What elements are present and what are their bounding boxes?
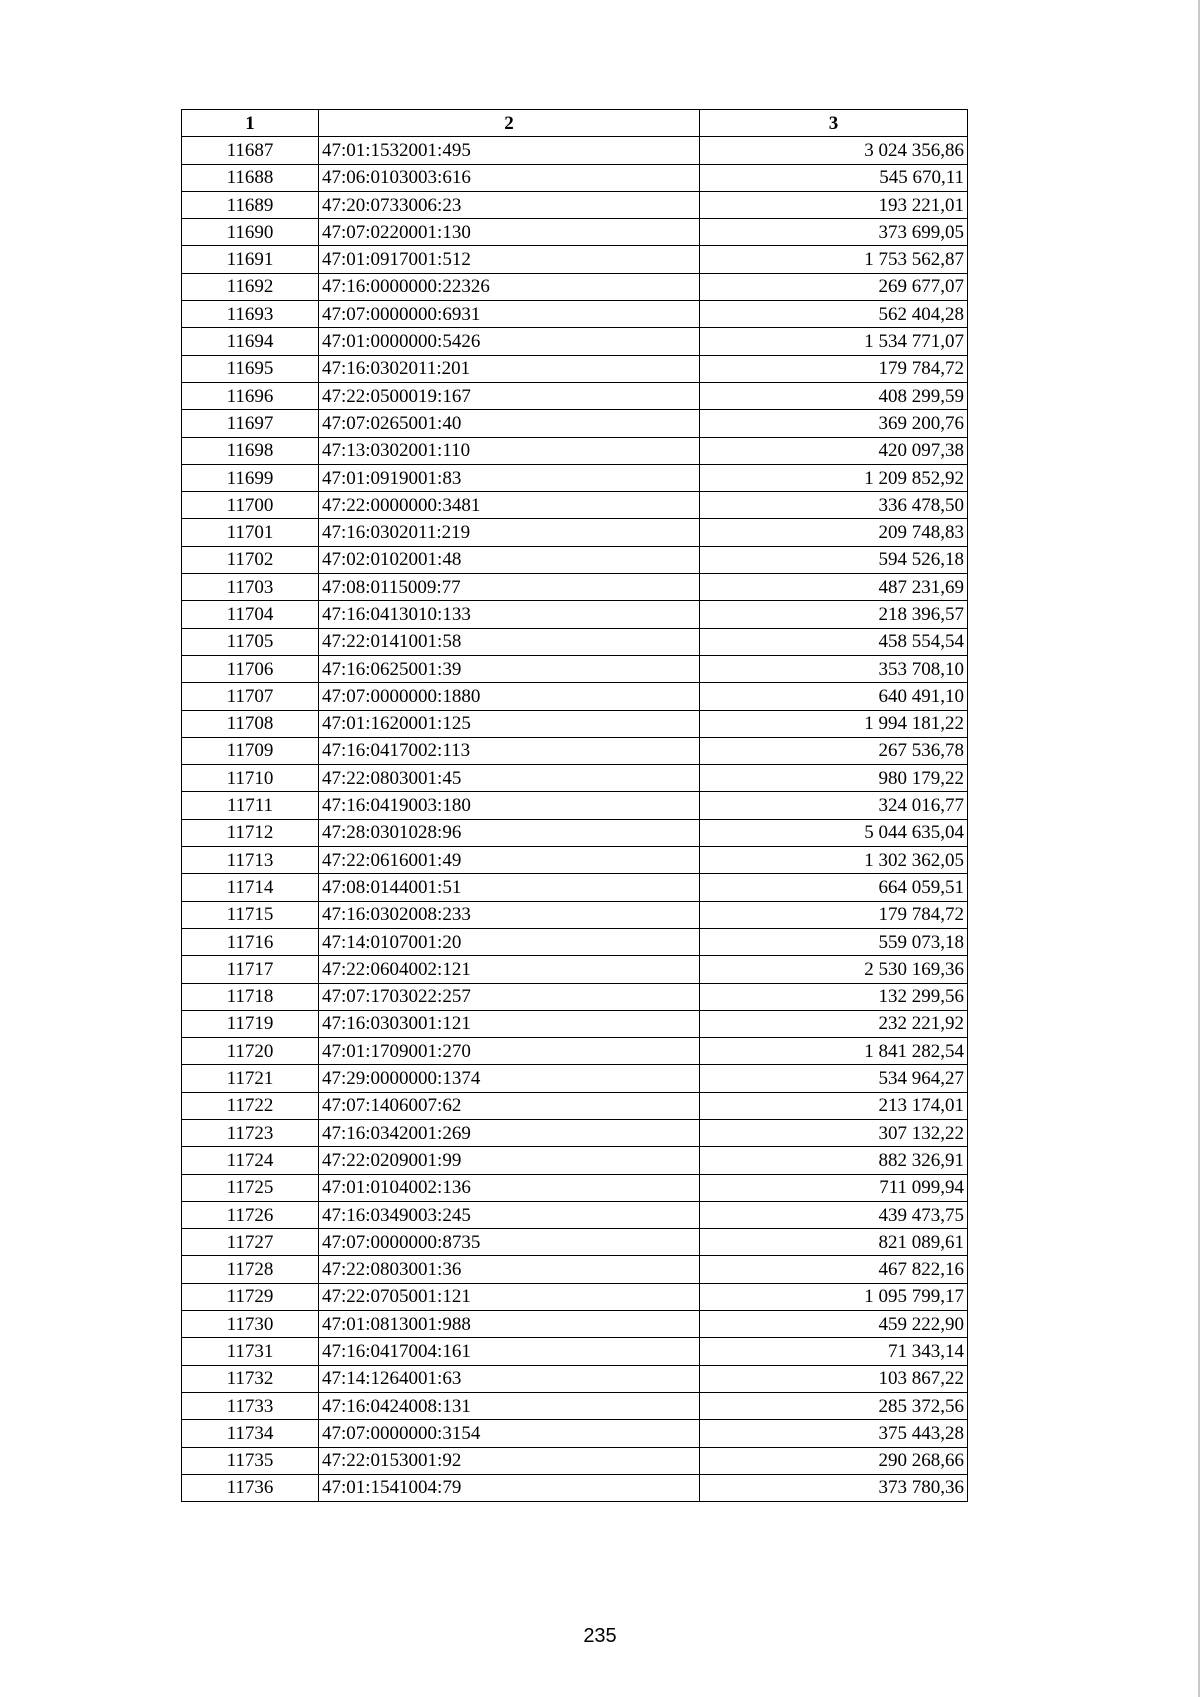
cadastral-value: 373 699,05 bbox=[700, 219, 968, 246]
table-row bbox=[182, 328, 968, 355]
cadastral-value: 467 822,16 bbox=[700, 1256, 968, 1283]
row-number: 11716 bbox=[182, 928, 319, 955]
cadastral-value: 1 753 562,87 bbox=[700, 246, 968, 273]
cadastral-number: 47:22:0705001:121 bbox=[319, 1283, 700, 1310]
cadastral-number: 47:07:0000000:3154 bbox=[319, 1420, 700, 1447]
row-number: 11718 bbox=[182, 983, 319, 1010]
row-number: 11728 bbox=[182, 1256, 319, 1283]
cadastral-number: 47:16:0000000:22326 bbox=[319, 273, 700, 300]
cadastral-number: 47:02:0102001:48 bbox=[319, 546, 700, 573]
cadastral-number: 47:16:0303001:121 bbox=[319, 1010, 700, 1037]
cadastral-value: 307 132,22 bbox=[700, 1119, 968, 1146]
row-number: 11732 bbox=[182, 1365, 319, 1392]
row-number: 11696 bbox=[182, 382, 319, 409]
table-row bbox=[182, 191, 968, 218]
cadastral-number: 47:22:0616001:49 bbox=[319, 847, 700, 874]
cadastral-number: 47:22:0604002:121 bbox=[319, 956, 700, 983]
cadastral-value: 179 784,72 bbox=[700, 901, 968, 928]
row-number: 11703 bbox=[182, 574, 319, 601]
row-number: 11719 bbox=[182, 1010, 319, 1037]
cadastral-value: 1 209 852,92 bbox=[700, 464, 968, 491]
table-row bbox=[182, 710, 968, 737]
table-row bbox=[182, 601, 968, 628]
row-number: 11697 bbox=[182, 410, 319, 437]
row-number: 11729 bbox=[182, 1283, 319, 1310]
cadastral-number: 47:01:1709001:270 bbox=[319, 1038, 700, 1065]
cadastral-number: 47:16:0424008:131 bbox=[319, 1392, 700, 1419]
table-row bbox=[182, 519, 968, 546]
cadastral-value: 487 231,69 bbox=[700, 574, 968, 601]
table-row bbox=[182, 1365, 968, 1392]
cadastral-value: 369 200,76 bbox=[700, 410, 968, 437]
table-row bbox=[182, 1447, 968, 1474]
cadastral-value: 285 372,56 bbox=[700, 1392, 968, 1419]
cadastral-number: 47:06:0103003:616 bbox=[319, 164, 700, 191]
cadastral-value: 5 044 635,04 bbox=[700, 819, 968, 846]
cadastral-number: 47:14:0107001:20 bbox=[319, 928, 700, 955]
cadastral-number: 47:16:0417004:161 bbox=[319, 1338, 700, 1365]
cadastral-value: 439 473,75 bbox=[700, 1201, 968, 1228]
table-row bbox=[182, 273, 968, 300]
cadastral-value: 193 221,01 bbox=[700, 191, 968, 218]
table-row bbox=[182, 219, 968, 246]
row-number: 11709 bbox=[182, 737, 319, 764]
cadastral-number: 47:07:1703022:257 bbox=[319, 983, 700, 1010]
cadastral-number: 47:28:0301028:96 bbox=[319, 819, 700, 846]
table-row bbox=[182, 1201, 968, 1228]
cadastral-number: 47:22:0803001:45 bbox=[319, 765, 700, 792]
header-row bbox=[182, 110, 968, 137]
table-row bbox=[182, 874, 968, 901]
row-number: 11698 bbox=[182, 437, 319, 464]
row-number: 11724 bbox=[182, 1147, 319, 1174]
cadastral-value: 594 526,18 bbox=[700, 546, 968, 573]
table-row bbox=[182, 1092, 968, 1119]
cadastral-number: 47:22:0209001:99 bbox=[319, 1147, 700, 1174]
page-number: 235 bbox=[583, 1625, 617, 1647]
table-row bbox=[182, 437, 968, 464]
cadastral-value: 1 534 771,07 bbox=[700, 328, 968, 355]
cadastral-value: 562 404,28 bbox=[700, 301, 968, 328]
cadastral-value: 179 784,72 bbox=[700, 355, 968, 382]
table-row bbox=[182, 1065, 968, 1092]
cadastral-value: 821 089,61 bbox=[700, 1229, 968, 1256]
table-row bbox=[182, 164, 968, 191]
row-number: 11706 bbox=[182, 655, 319, 682]
row-number: 11707 bbox=[182, 683, 319, 710]
table-row bbox=[182, 956, 968, 983]
cadastral-value: 269 677,07 bbox=[700, 273, 968, 300]
cadastral-value: 980 179,22 bbox=[700, 765, 968, 792]
row-number: 11730 bbox=[182, 1311, 319, 1338]
cadastral-value: 711 099,94 bbox=[700, 1174, 968, 1201]
cadastral-value: 559 073,18 bbox=[700, 928, 968, 955]
cadastral-number: 47:07:0000000:8735 bbox=[319, 1229, 700, 1256]
row-number: 11694 bbox=[182, 328, 319, 355]
table-row bbox=[182, 1420, 968, 1447]
row-number: 11690 bbox=[182, 219, 319, 246]
table-row bbox=[182, 683, 968, 710]
table-row bbox=[182, 574, 968, 601]
row-number: 11722 bbox=[182, 1092, 319, 1119]
row-number: 11700 bbox=[182, 492, 319, 519]
row-number: 11693 bbox=[182, 301, 319, 328]
table-body bbox=[182, 137, 968, 1502]
cadastral-value: 420 097,38 bbox=[700, 437, 968, 464]
cadastral-number: 47:29:0000000:1374 bbox=[319, 1065, 700, 1092]
row-number: 11699 bbox=[182, 464, 319, 491]
row-number: 11721 bbox=[182, 1065, 319, 1092]
cadastral-value: 209 748,83 bbox=[700, 519, 968, 546]
cadastral-number: 47:14:1264001:63 bbox=[319, 1365, 700, 1392]
table-row bbox=[182, 765, 968, 792]
cadastral-value: 353 708,10 bbox=[700, 655, 968, 682]
cadastral-number: 47:20:0733006:23 bbox=[319, 191, 700, 218]
cadastral-number: 47:01:0813001:988 bbox=[319, 1311, 700, 1338]
cadastral-value: 324 016,77 bbox=[700, 792, 968, 819]
cadastral-value: 882 326,91 bbox=[700, 1147, 968, 1174]
table-row bbox=[182, 246, 968, 273]
cadastral-number: 47:16:0302008:233 bbox=[319, 901, 700, 928]
cadastral-number: 47:16:0302011:219 bbox=[319, 519, 700, 546]
row-number: 11731 bbox=[182, 1338, 319, 1365]
cadastral-number: 47:07:1406007:62 bbox=[319, 1092, 700, 1119]
cadastral-value: 534 964,27 bbox=[700, 1065, 968, 1092]
cadastral-value: 232 221,92 bbox=[700, 1010, 968, 1037]
cadastral-number: 47:07:0220001:130 bbox=[319, 219, 700, 246]
row-number: 11712 bbox=[182, 819, 319, 846]
row-number: 11713 bbox=[182, 847, 319, 874]
table-row bbox=[182, 737, 968, 764]
table-row bbox=[182, 1119, 968, 1146]
cadastral-value: 218 396,57 bbox=[700, 601, 968, 628]
row-number: 11708 bbox=[182, 710, 319, 737]
row-number: 11704 bbox=[182, 601, 319, 628]
cadastral-number: 47:08:0115009:77 bbox=[319, 574, 700, 601]
table-row bbox=[182, 1010, 968, 1037]
table-row bbox=[182, 983, 968, 1010]
cadastral-number: 47:22:0500019:167 bbox=[319, 382, 700, 409]
table-row bbox=[182, 1256, 968, 1283]
table-row bbox=[182, 847, 968, 874]
cadastral-value: 71 343,14 bbox=[700, 1338, 968, 1365]
cadastral-number: 47:01:0917001:512 bbox=[319, 246, 700, 273]
cadastral-value: 375 443,28 bbox=[700, 1420, 968, 1447]
row-number: 11705 bbox=[182, 628, 319, 655]
row-number: 11735 bbox=[182, 1447, 319, 1474]
row-number: 11691 bbox=[182, 246, 319, 273]
cadastral-number: 47:22:0803001:36 bbox=[319, 1256, 700, 1283]
cadastral-number: 47:08:0144001:51 bbox=[319, 874, 700, 901]
row-number: 11688 bbox=[182, 164, 319, 191]
table-row bbox=[182, 464, 968, 491]
row-number: 11736 bbox=[182, 1474, 319, 1501]
cadastral-value: 132 299,56 bbox=[700, 983, 968, 1010]
table-row bbox=[182, 1147, 968, 1174]
table-row bbox=[182, 1229, 968, 1256]
row-number: 11726 bbox=[182, 1201, 319, 1228]
cadastral-value: 2 530 169,36 bbox=[700, 956, 968, 983]
table-row bbox=[182, 546, 968, 573]
row-number: 11727 bbox=[182, 1229, 319, 1256]
table-row bbox=[182, 1174, 968, 1201]
row-number: 11689 bbox=[182, 191, 319, 218]
cadastral-value: 545 670,11 bbox=[700, 164, 968, 191]
row-number: 11715 bbox=[182, 901, 319, 928]
table-row bbox=[182, 901, 968, 928]
row-number: 11734 bbox=[182, 1420, 319, 1447]
cadastral-value: 459 222,90 bbox=[700, 1311, 968, 1338]
table-row bbox=[182, 1338, 968, 1365]
table-row bbox=[182, 1038, 968, 1065]
cadastral-value: 1 302 362,05 bbox=[700, 847, 968, 874]
cadastral-value: 458 554,54 bbox=[700, 628, 968, 655]
row-number: 11701 bbox=[182, 519, 319, 546]
row-number: 11714 bbox=[182, 874, 319, 901]
table-row bbox=[182, 1283, 968, 1310]
table-row bbox=[182, 492, 968, 519]
table-row bbox=[182, 928, 968, 955]
table-row bbox=[182, 1311, 968, 1338]
cadastral-value: 103 867,22 bbox=[700, 1365, 968, 1392]
row-number: 11725 bbox=[182, 1174, 319, 1201]
cadastral-number: 47:16:0413010:133 bbox=[319, 601, 700, 628]
row-number: 11711 bbox=[182, 792, 319, 819]
row-number: 11692 bbox=[182, 273, 319, 300]
table-row bbox=[182, 137, 968, 164]
cadastral-value: 213 174,01 bbox=[700, 1092, 968, 1119]
cadastral-number: 47:22:0153001:92 bbox=[319, 1447, 700, 1474]
cadastral-number: 47:07:0265001:40 bbox=[319, 410, 700, 437]
cadastral-value: 1 994 181,22 bbox=[700, 710, 968, 737]
row-number: 11695 bbox=[182, 355, 319, 382]
table-row bbox=[182, 1474, 968, 1501]
cadastral-number: 47:01:1532001:495 bbox=[319, 137, 700, 164]
cadastral-value: 664 059,51 bbox=[700, 874, 968, 901]
table-row bbox=[182, 410, 968, 437]
table-row bbox=[182, 355, 968, 382]
cadastral-number: 47:01:0000000:5426 bbox=[319, 328, 700, 355]
table-header bbox=[182, 110, 968, 137]
cadastral-number: 47:01:0104002:136 bbox=[319, 1174, 700, 1201]
row-number: 11710 bbox=[182, 765, 319, 792]
cadastral-value: 1 841 282,54 bbox=[700, 1038, 968, 1065]
cadastral-value: 267 536,78 bbox=[700, 737, 968, 764]
cadastral-number: 47:07:0000000:1880 bbox=[319, 683, 700, 710]
cadastral-number: 47:16:0342001:269 bbox=[319, 1119, 700, 1146]
row-number: 11702 bbox=[182, 546, 319, 573]
cadastral-value: 336 478,50 bbox=[700, 492, 968, 519]
table-row bbox=[182, 819, 968, 846]
row-number: 11720 bbox=[182, 1038, 319, 1065]
cadastral-number: 47:01:0919001:83 bbox=[319, 464, 700, 491]
row-number: 11723 bbox=[182, 1119, 319, 1146]
row-number: 11687 bbox=[182, 137, 319, 164]
cadastral-number: 47:16:0419003:180 bbox=[319, 792, 700, 819]
row-number: 11733 bbox=[182, 1392, 319, 1419]
cadastral-value: 640 491,10 bbox=[700, 683, 968, 710]
header-col-3: 3 bbox=[700, 110, 968, 137]
cadastral-value: 290 268,66 bbox=[700, 1447, 968, 1474]
cadastral-number: 47:01:1620001:125 bbox=[319, 710, 700, 737]
cadastral-value: 1 095 799,17 bbox=[700, 1283, 968, 1310]
cadastral-number: 47:16:0349003:245 bbox=[319, 1201, 700, 1228]
cadastral-value: 373 780,36 bbox=[700, 1474, 968, 1501]
table-row bbox=[182, 382, 968, 409]
cadastral-number: 47:01:1541004:79 bbox=[319, 1474, 700, 1501]
cadastral-number: 47:22:0141001:58 bbox=[319, 628, 700, 655]
row-number: 11717 bbox=[182, 956, 319, 983]
table-row bbox=[182, 1392, 968, 1419]
table-row bbox=[182, 655, 968, 682]
cadastral-number: 47:16:0625001:39 bbox=[319, 655, 700, 682]
cadastral-number: 47:16:0417002:113 bbox=[319, 737, 700, 764]
cadastral-value: 408 299,59 bbox=[700, 382, 968, 409]
header-col-2: 2 bbox=[319, 110, 700, 137]
table-row bbox=[182, 628, 968, 655]
cadastral-number: 47:22:0000000:3481 bbox=[319, 492, 700, 519]
cadastral-number: 47:16:0302011:201 bbox=[319, 355, 700, 382]
cadastral-value: 3 024 356,86 bbox=[700, 137, 968, 164]
table-row bbox=[182, 792, 968, 819]
header-col-1: 1 bbox=[182, 110, 319, 137]
table-row bbox=[182, 301, 968, 328]
registry-table bbox=[181, 109, 968, 1502]
cadastral-number: 47:13:0302001:110 bbox=[319, 437, 700, 464]
cadastral-number: 47:07:0000000:6931 bbox=[319, 301, 700, 328]
